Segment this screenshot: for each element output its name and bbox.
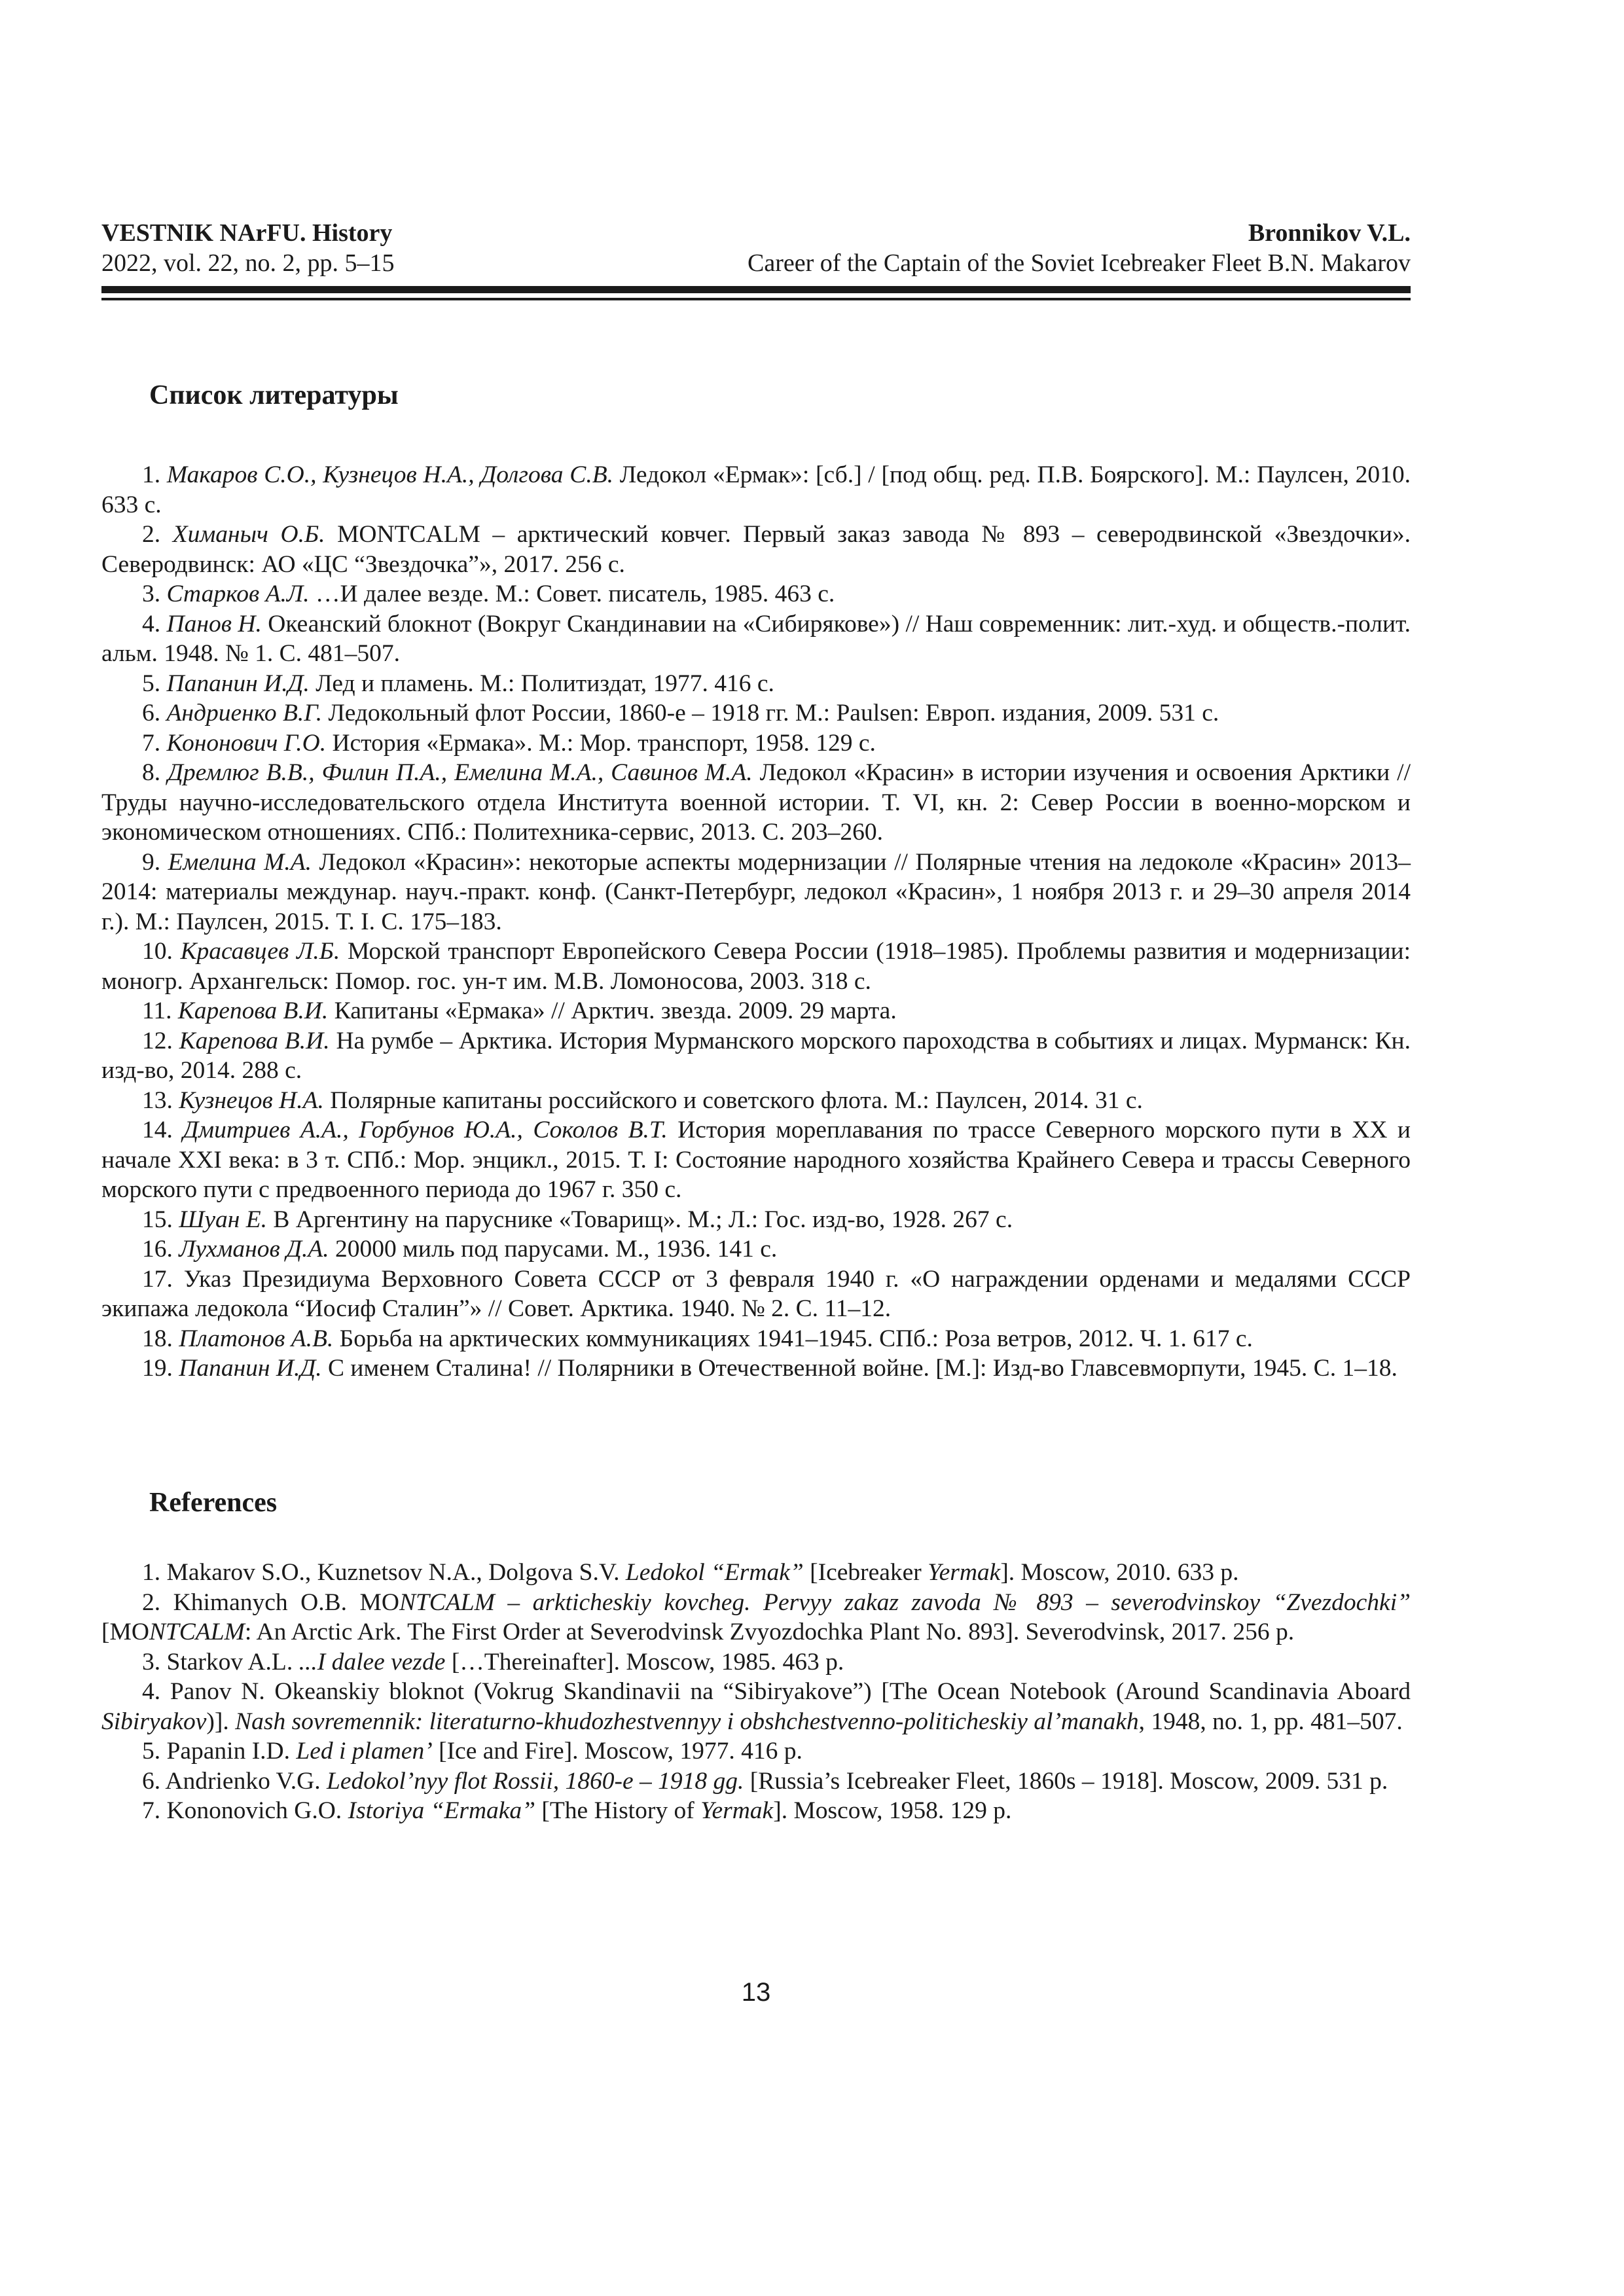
reference-italic-text: Химаныч О.Б.: [172, 521, 325, 548]
reference-text: 4.: [142, 610, 167, 637]
reference-text: Ледокол «Ермак»: [сб.] / [под общ. ред. П.В. Боярского]. М.: Паулсен, 2010. 633 с.: [101, 461, 1411, 518]
reference-text: 16.: [142, 1236, 179, 1263]
reference-text: : An Arctic Ark. The First Order at Severodvinsk Zvyozdochka Plant No. 893]. Severodvinsk, 2017. 256 p.: [244, 1619, 1295, 1645]
reference-entry: [101, 1026, 1411, 1086]
reference-text: 20000 миль под парусами. М., 1936. 141 с.: [329, 1236, 778, 1263]
running-header: [101, 218, 1411, 278]
reference-entry: [101, 937, 1411, 996]
reference-entry: [101, 1354, 1411, 1384]
reference-text: [Icebreaker: [803, 1559, 928, 1586]
reference-italic-text: Led i plamen’: [296, 1738, 433, 1765]
reference-italic-text: Дмитриев А.А., Горбунов Ю.А., Соколов В.Т.: [183, 1117, 668, 1143]
reference-text: 5.: [142, 670, 167, 697]
reference-italic-text: Дремлюг В.В., Филин П.А., Емелина М.А., Савинов М.А.: [168, 759, 753, 786]
reference-text: Ледокольный флот России, 1860-е – 1918 гг. М.: Paulsen: Европ. издания, 2009. 531 с.: [322, 700, 1219, 726]
journal-name: VESTNIK NArFU. History: [101, 219, 393, 247]
reference-text: [Russia’s Icebreaker Fleet, 1860s – 1918]. Moscow, 2009. 531 p.: [744, 1767, 1388, 1795]
reference-entry: [101, 1234, 1411, 1265]
reference-italic-text: Ledokol’nyy flot Rossii, 1860-e – 1918 gg.: [326, 1767, 744, 1795]
reference-text: 10.: [142, 938, 181, 965]
reference-italic-text: Красавцев Л.Б.: [180, 938, 340, 965]
article-title: Career of the Captain of the Soviet Icebreaker Fleet B.N. Makarov: [748, 249, 1411, 277]
reference-text: 2.: [142, 521, 173, 548]
reference-entry: [101, 848, 1411, 937]
reference-italic-text: Sibiryakov: [101, 1708, 207, 1735]
reference-text: Ледокол «Красин»: некоторые аспекты модернизации // Полярные чтения на ледоколе «Красин» 2013–2014: материалы междунар. науч.-практ. конф. (Санкт-Петербург, ледокол «Красин», 1 ноября 2013 г. и 29–30 апреля 2014 г.). М.: Паулсен, 2015. Т. I. С. 175–183.: [101, 848, 1411, 935]
english-references-list: [101, 1558, 1411, 1826]
reference-text: 11.: [142, 997, 178, 1024]
reference-italic-text: Андриенко В.Г.: [166, 700, 323, 726]
reference-italic-text: Istoriya “Ermaka”: [348, 1797, 536, 1824]
reference-entry: [101, 1558, 1411, 1588]
reference-text: Ледокол «Красин» в истории изучения и освоения Арктики // Труды научно-исследовательского отдела Института военной истории. Т. VI, кн. 2: Север России в военно-морском и экономическом отношениях. СПб.: Политехника-сервис, 2013. С. 203–260.: [101, 759, 1411, 846]
reference-entry: [101, 1736, 1411, 1767]
reference-entry: [101, 1767, 1411, 1797]
reference-text: 14.: [142, 1117, 183, 1143]
reference-italic-text: Yermak: [700, 1797, 774, 1824]
reference-text: 19.: [142, 1355, 179, 1382]
reference-italic-text: Карепова В.И.: [179, 1027, 330, 1054]
reference-text: 13.: [142, 1086, 179, 1114]
reference-text: MONTCALM – арктический ковчег. Первый заказ завода № 893 – северодвинской «Звездочки». Северодвинск: АО «ЦС “Звездочка”», 2017. 256 с.: [101, 521, 1411, 578]
reference-text: История мореплавания по трассе Северного морского пути в XX и начале XXI века: в 3 т. СПб.: Мор. энцикл., 2015. Т. I: Состояние народного хозяйства Крайнего Севера и трассы Северного морского пути с предвоенного периода до 1967 г. 350 с.: [101, 1117, 1411, 1203]
reference-entry: [101, 1205, 1411, 1235]
reference-text: 2. Khimanych O.B. MO: [142, 1588, 399, 1616]
reference-text: История «Ермака». М.: Мор. транспорт, 1958. 129 с.: [326, 729, 876, 757]
reference-entry: [101, 609, 1411, 669]
reference-text: Лед и пламень. М.: Политиздат, 1977. 416 с.: [309, 670, 774, 697]
english-references-heading: References: [149, 1488, 278, 1518]
reference-text: 7.: [142, 729, 167, 757]
reference-text: Борьба на арктических коммуникациях 1941–1945. СПб.: Роза ветров, 2012. Ч. 1. 617 с.: [333, 1325, 1253, 1352]
reference-text: 3. Starkov A.L.: [142, 1648, 299, 1676]
reference-italic-text: Платонов А.В.: [179, 1325, 334, 1352]
reference-text: [Ice and Fire]. Moscow, 1977. 416 p.: [432, 1738, 803, 1765]
reference-italic-text: ...I dalee vezde: [298, 1648, 446, 1676]
reference-text: Океанский блокнот (Вокруг Скандинавии на «Сибирякове») // Наш современник: лит.-худ. и обществ.-полит. альм. 1948. № 1. С. 481–507.: [101, 610, 1411, 667]
reference-italic-text: Карепова В.И.: [177, 997, 329, 1024]
reference-text: Полярные капитаны российского и советского флота. М.: Паулсен, 2014. 31 с.: [323, 1086, 1143, 1114]
reference-text: 8.: [142, 759, 168, 786]
reference-text: , 1948, no. 1, pp. 481–507.: [1138, 1708, 1403, 1735]
reference-text: 12.: [142, 1027, 179, 1054]
reference-italic-text: Ledokol “Ermak”: [625, 1559, 804, 1586]
author-name: Bronnikov V.L.: [1248, 219, 1411, 247]
reference-italic-text: Кузнецов Н.А.: [179, 1086, 324, 1114]
reference-text: 15.: [142, 1206, 179, 1233]
reference-italic-text: Макаров С.О., Кузнецов Н.А., Долгова С.В.: [166, 461, 613, 488]
reference-text: 4. Panov N. Okeanskiy bloknot (Vokrug Skandinavii na “Sibiryakove”) [The Ocean Notebook (Around Scandinavia Aboard: [142, 1678, 1411, 1705]
reference-text: 6. Andrienko V.G.: [142, 1767, 327, 1795]
reference-entry: [101, 669, 1411, 699]
reference-text: 3.: [142, 581, 167, 607]
reference-text: …И далее везде. М.: Совет. писатель, 1985. 463 с.: [309, 581, 835, 607]
reference-text: На румбе – Арктика. История Мурманского морского пароходства в событиях и лицах. Мурманск: Кн. изд-во, 2014. 288 с.: [101, 1027, 1411, 1084]
russian-references-list: [101, 460, 1411, 1384]
reference-italic-text: Старков А.Л.: [166, 581, 310, 607]
reference-italic-text: Кононович Г.О.: [166, 729, 327, 757]
russian-references-heading: Список литературы: [149, 380, 399, 410]
reference-text: 17. Указ Президиума Верховного Совета СССР от 3 февраля 1940 г. «О награждении орденами и медалями СССР экипажа ледокола “Иосиф Сталин”» // Совет. Арктика. 1940. № 2. С. 11–12.: [101, 1265, 1411, 1322]
reference-italic-text: Емелина М.А.: [168, 848, 312, 876]
reference-text: В Аргентину на паруснике «Товарищ». М.; Л.: Гос. изд-во, 1928. 267 с.: [267, 1206, 1013, 1233]
reference-text: 1. Makarov S.O., Kuznetsov N.A., Dolgova S.V.: [142, 1559, 626, 1586]
reference-entry: [101, 728, 1411, 759]
reference-italic-text: Лухманов Д.А.: [179, 1236, 329, 1263]
reference-entry: [101, 1796, 1411, 1826]
reference-entry: [101, 1265, 1411, 1324]
reference-text: 9.: [142, 848, 168, 876]
reference-entry: [101, 1086, 1411, 1116]
reference-entry: [101, 758, 1411, 848]
reference-text: 5. Papanin I.D.: [142, 1738, 297, 1765]
reference-entry: [101, 1647, 1411, 1677]
reference-italic-text: Панов Н.: [166, 610, 262, 637]
reference-text: […Thereinafter]. Moscow, 1985. 463 p.: [445, 1648, 844, 1676]
reference-italic-text: NTCALM: [149, 1619, 245, 1645]
reference-text: 7. Kononovich G.O.: [142, 1797, 348, 1824]
reference-italic-text: Nash sovremennik: literaturno-khudozhestvennyy i obshchestvenno-politicheskiy al’manakh: [235, 1708, 1139, 1735]
reference-text: [The History of: [535, 1797, 701, 1824]
reference-italic-text: Yermak: [928, 1559, 1001, 1586]
header-rule-thick: [101, 286, 1411, 293]
reference-entry: [101, 996, 1411, 1026]
reference-entry: [101, 1677, 1411, 1736]
reference-entry: [101, 698, 1411, 728]
reference-text: Морской транспорт Европейского Севера России (1918–1985). Проблемы развития и модернизации: моногр. Архангельск: Помор. гос. ун-т им. М.В. Ломоносова, 2003. 318 с.: [101, 938, 1411, 995]
reference-text: 6.: [142, 700, 167, 726]
reference-text: С именем Сталина! // Полярники в Отечественной войне. [М.]: Изд-во Главсевморпути, 1945. С. 1–18.: [321, 1355, 1398, 1382]
issue-info: 2022, vol. 22, no. 2, pp. 5–15: [101, 249, 395, 277]
reference-text: 18.: [142, 1325, 179, 1352]
reference-italic-text: Папанин И.Д.: [166, 670, 310, 697]
page-number: 13: [741, 1978, 771, 2007]
reference-entry: [101, 460, 1411, 520]
reference-entry: [101, 1588, 1411, 1647]
reference-text: [MO: [101, 1619, 149, 1645]
reference-entry: [101, 579, 1411, 609]
reference-entry: [101, 1115, 1411, 1205]
reference-text: )].: [206, 1708, 236, 1735]
reference-italic-text: Папанин И.Д.: [179, 1355, 322, 1382]
reference-text: ]. Moscow, 1958. 129 p.: [773, 1797, 1012, 1824]
reference-text: 1.: [142, 461, 167, 488]
reference-italic-text: NTCALM – arkticheskiy kovcheg. Pervyy zakaz zavoda № 893 – severodvinskoy “Zvezdochki”: [399, 1588, 1411, 1616]
reference-entry: [101, 520, 1411, 579]
reference-text: Капитаны «Ермака» // Арктич. звезда. 2009. 29 марта.: [328, 997, 897, 1024]
reference-italic-text: Шуан Е.: [179, 1206, 268, 1233]
reference-text: ]. Moscow, 2010. 633 p.: [1000, 1559, 1239, 1586]
reference-entry: [101, 1324, 1411, 1354]
header-rule-thin: [101, 298, 1411, 300]
